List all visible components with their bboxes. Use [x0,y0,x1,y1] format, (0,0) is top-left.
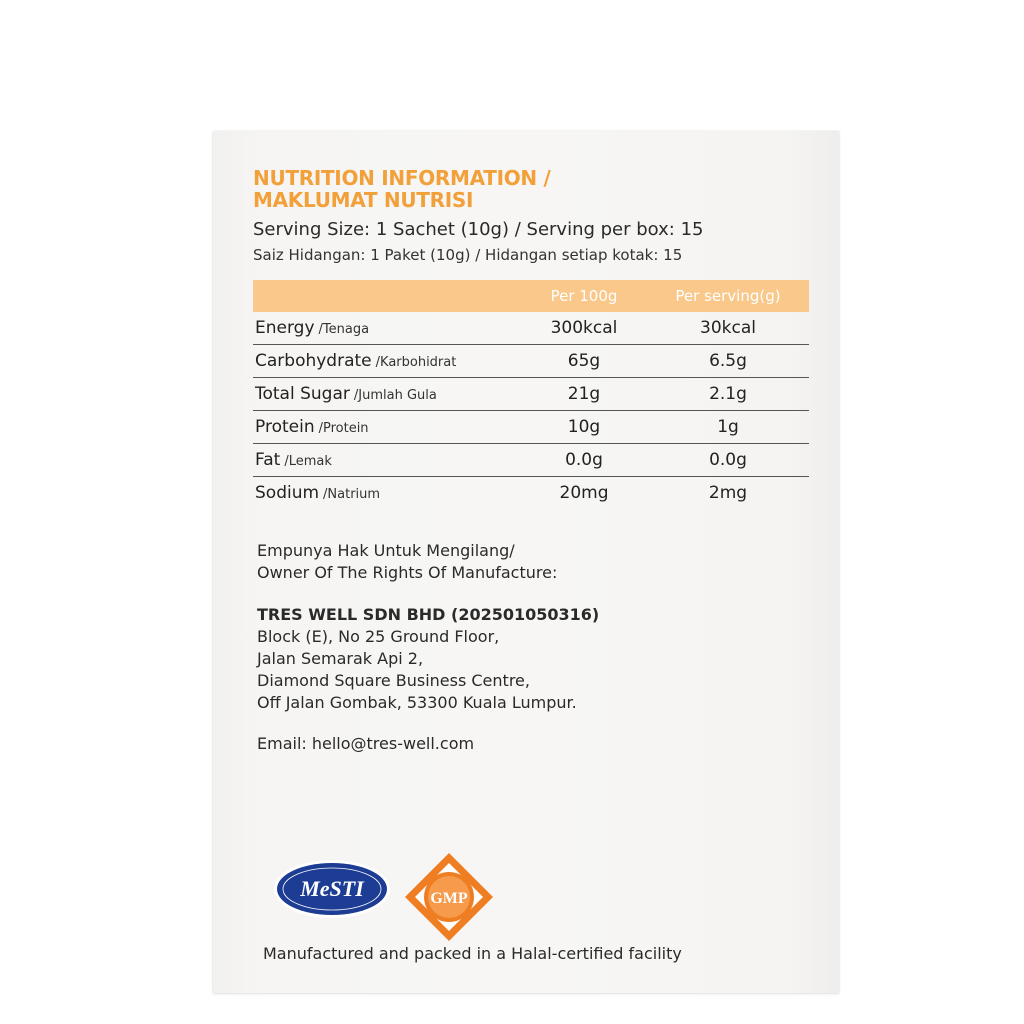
nutrient-name-en: Energy [255,318,315,338]
owner-line-malay: Empunya Hak Untuk Mengilang/ [257,541,515,560]
nutrition-table-header [253,280,809,312]
value-per-100g: 21g [521,378,647,411]
nutrient-name-en: Fat [255,450,281,470]
value-per-serving: 2.1g [647,378,809,411]
mesti-logo [273,859,391,919]
company-address [257,604,599,714]
nutrient-name [253,378,521,411]
nutrition-title [253,167,551,211]
serving-size-english: Serving Size: 1 Sachet (10g) / Serving per box: 15 [253,219,704,240]
value-per-100g: 20mg [559,483,609,503]
nutrient-name [253,477,521,510]
nutrient-name-malay: /Natrium [323,487,381,502]
table-row [253,411,809,444]
address-line: Off Jalan Gombak, 53300 Kuala Lumpur. [257,693,577,712]
table-row [253,312,809,345]
table-row [253,444,809,477]
nutrition-title-line2: MAKLUMAT NUTRISI [253,188,474,212]
manufacturing-rights-owner [257,540,557,584]
nutrition-title-line1: NUTRITION INFORMATION / [253,166,551,190]
address-line: Diamond Square Business Centre, [257,671,530,690]
halal-facility-statement: Manufactured and packed in a Halal-certified facility [263,944,682,963]
nutrient-name-en: Sodium [255,483,320,503]
nutrient-name-en: Carbohydrate [255,351,372,371]
address-line: Jalan Semarak Api 2, [257,649,424,668]
nutrient-name-malay: /Lemak [284,454,332,469]
value-per-100g: 65g [521,345,647,378]
nutrient-name-en: Total Sugar [255,384,350,404]
nutrient-name-malay: /Karbohidrat [375,355,457,370]
gmp-logo-text: GMP [430,890,468,907]
nutrient-name-malay: /Tenaga [318,322,370,337]
nutrient-name [253,312,521,345]
value-per-serving: 1g [647,411,809,444]
table-row [253,378,809,411]
nutrient-name-malay: /Protein [318,421,369,436]
gmp-logo [403,851,495,943]
value-per-100g: 300kcal [521,312,647,345]
nutrition-table [253,280,809,509]
company-name: TRES WELL SDN BHD (202501050316) [257,605,600,624]
nutrient-name-malay: /Jumlah Gula [353,388,437,403]
value-per-serving: 6.5g [647,345,809,378]
nutrient-name [253,411,521,444]
nutrient-name-en: Protein [255,417,315,437]
value-per-100g: 10g [521,411,647,444]
nutrient-name [253,444,521,477]
owner-line-english: Owner Of The Rights Of Manufacture: [257,563,558,582]
header-per-100g: Per 100g [521,280,647,312]
contact-email: Email: hello@tres-well.com [257,734,475,753]
product-box-back [213,131,839,993]
value-per-serving: 30kcal [647,312,809,345]
nutrient-name [253,345,521,378]
value-per-serving: 2mg [708,483,748,503]
value-per-100g: 0.0g [521,444,647,477]
header-per-serving: Per serving(g) [647,280,809,312]
table-row [253,345,809,378]
serving-size-malay: Saiz Hidangan: 1 Paket (10g) / Hidangan setiap kotak: 15 [253,246,683,264]
header-nutrient [253,280,521,312]
table-row [253,477,809,510]
address-line: Block (E), No 25 Ground Floor, [257,627,500,646]
mesti-logo-text: MeSTI [300,876,364,901]
value-per-serving: 0.0g [647,444,809,477]
